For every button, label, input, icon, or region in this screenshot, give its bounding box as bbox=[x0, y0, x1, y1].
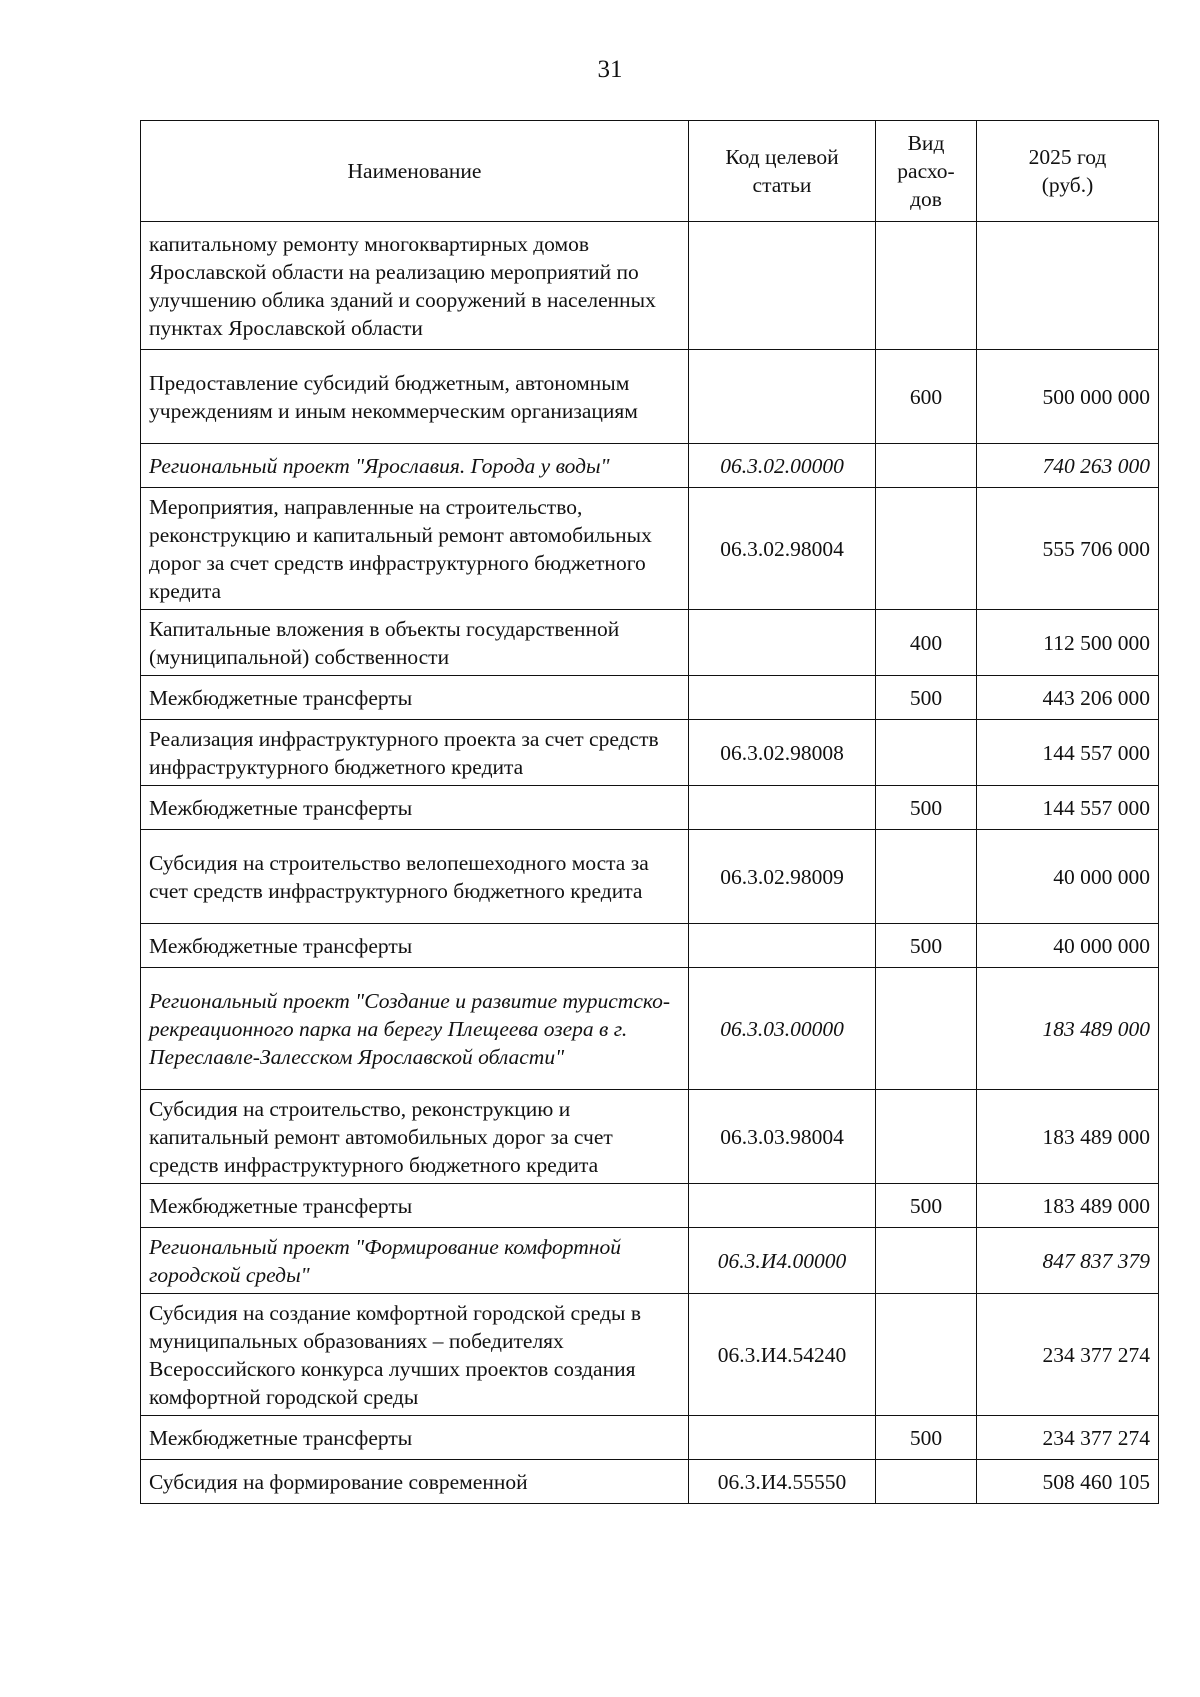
table-body bbox=[141, 222, 1159, 1504]
table-row bbox=[141, 350, 1159, 444]
cell-code: 06.3.02.98008 bbox=[689, 720, 876, 786]
table-row bbox=[141, 1416, 1159, 1460]
cell-kind bbox=[876, 830, 977, 924]
table-row bbox=[141, 1090, 1159, 1184]
table-row bbox=[141, 720, 1159, 786]
table-row bbox=[141, 1184, 1159, 1228]
cell-amount: 234 377 274 bbox=[977, 1416, 1159, 1460]
cell-amount: 183 489 000 bbox=[977, 1090, 1159, 1184]
table-row bbox=[141, 222, 1159, 350]
cell-name: Межбюджетные трансферты bbox=[141, 1416, 689, 1460]
cell-code: 06.3.03.98004 bbox=[689, 1090, 876, 1184]
table-row-project bbox=[141, 444, 1159, 488]
cell-name: Межбюджетные трансферты bbox=[141, 924, 689, 968]
cell-name: Субсидия на формирование современной bbox=[141, 1460, 689, 1504]
cell-code bbox=[689, 222, 876, 350]
cell-amount: 555 706 000 bbox=[977, 488, 1159, 610]
cell-code bbox=[689, 786, 876, 830]
cell-name: Межбюджетные трансферты bbox=[141, 786, 689, 830]
cell-name: Предоставление субсидий бюджетным, автономным учреждениям и иным некоммерческим организациям bbox=[141, 350, 689, 444]
cell-kind: 500 bbox=[876, 1184, 977, 1228]
cell-amount: 144 557 000 bbox=[977, 786, 1159, 830]
page-number: 31 bbox=[597, 56, 623, 83]
header-code: Код целевой статьи bbox=[689, 121, 876, 222]
cell-kind bbox=[876, 1090, 977, 1184]
cell-amount: 40 000 000 bbox=[977, 924, 1159, 968]
cell-kind: 600 bbox=[876, 350, 977, 444]
cell-name: Региональный проект "Создание и развитие туристско-рекреационного парка на берегу Плещеева озера в г. Переславле-Залесском Ярославской области" bbox=[141, 968, 689, 1090]
table-row-project bbox=[141, 968, 1159, 1090]
cell-code: 06.3.И4.54240 bbox=[689, 1294, 876, 1416]
table-row bbox=[141, 924, 1159, 968]
cell-name: Субсидия на строительство, реконструкцию и капитальный ремонт автомобильных дорог за счет средств инфраструктурного бюджетного кредита bbox=[141, 1090, 689, 1184]
cell-code: 06.3.03.00000 bbox=[689, 968, 876, 1090]
cell-kind: 400 bbox=[876, 610, 977, 676]
cell-kind bbox=[876, 1460, 977, 1504]
header-name: Наименование bbox=[141, 121, 689, 222]
cell-kind bbox=[876, 720, 977, 786]
cell-kind: 500 bbox=[876, 924, 977, 968]
cell-amount: 500 000 000 bbox=[977, 350, 1159, 444]
cell-amount: 183 489 000 bbox=[977, 1184, 1159, 1228]
cell-name: Субсидия на строительство велопешеходного моста за счет средств инфраструктурного бюджетного кредита bbox=[141, 830, 689, 924]
header-amount: 2025 год (руб.) bbox=[977, 121, 1159, 222]
cell-kind bbox=[876, 222, 977, 350]
cell-amount: 183 489 000 bbox=[977, 968, 1159, 1090]
cell-code: 06.3.И4.00000 bbox=[689, 1228, 876, 1294]
cell-code bbox=[689, 1416, 876, 1460]
cell-kind: 500 bbox=[876, 786, 977, 830]
cell-amount bbox=[977, 222, 1159, 350]
cell-kind: 500 bbox=[876, 1416, 977, 1460]
cell-amount: 234 377 274 bbox=[977, 1294, 1159, 1416]
cell-kind bbox=[876, 444, 977, 488]
cell-amount: 40 000 000 bbox=[977, 830, 1159, 924]
table-row bbox=[141, 786, 1159, 830]
cell-name: Региональный проект "Ярославия. Города у воды" bbox=[141, 444, 689, 488]
table-row-project bbox=[141, 1228, 1159, 1294]
cell-name: капитальному ремонту многоквартирных домов Ярославской области на реализацию мероприятий по улучшению облика зданий и сооружений в населенных пунктах Ярославской области bbox=[141, 222, 689, 350]
cell-amount: 144 557 000 bbox=[977, 720, 1159, 786]
cell-code bbox=[689, 924, 876, 968]
budget-table bbox=[140, 120, 1159, 1504]
cell-name: Субсидия на создание комфортной городской среды в муниципальных образованиях – победителях Всероссийского конкурса лучших проектов создания комфортной городской среды bbox=[141, 1294, 689, 1416]
cell-kind bbox=[876, 1228, 977, 1294]
cell-name: Региональный проект "Формирование комфортной городской среды" bbox=[141, 1228, 689, 1294]
table-row bbox=[141, 830, 1159, 924]
table-row bbox=[141, 610, 1159, 676]
cell-code bbox=[689, 610, 876, 676]
cell-code: 06.3.02.00000 bbox=[689, 444, 876, 488]
cell-amount: 847 837 379 bbox=[977, 1228, 1159, 1294]
cell-name: Реализация инфраструктурного проекта за счет средств инфраструктурного бюджетного кредита bbox=[141, 720, 689, 786]
cell-kind bbox=[876, 968, 977, 1090]
table-row bbox=[141, 1294, 1159, 1416]
cell-kind bbox=[876, 488, 977, 610]
cell-name: Межбюджетные трансферты bbox=[141, 676, 689, 720]
cell-kind: 500 bbox=[876, 676, 977, 720]
cell-code: 06.3.И4.55550 bbox=[689, 1460, 876, 1504]
header-kind: Вид расхо-дов bbox=[876, 121, 977, 222]
cell-code: 06.3.02.98004 bbox=[689, 488, 876, 610]
cell-name: Межбюджетные трансферты bbox=[141, 1184, 689, 1228]
table-row bbox=[141, 676, 1159, 720]
cell-code bbox=[689, 350, 876, 444]
cell-code: 06.3.02.98009 bbox=[689, 830, 876, 924]
table-header-row bbox=[141, 121, 1159, 222]
cell-code bbox=[689, 1184, 876, 1228]
cell-name: Капитальные вложения в объекты государственной (муниципальной) собственности bbox=[141, 610, 689, 676]
cell-name: Мероприятия, направленные на строительство, реконструкцию и капитальный ремонт автомобильных дорог за счет средств инфраструктурного бюджетного кредита bbox=[141, 488, 689, 610]
cell-code bbox=[689, 676, 876, 720]
table-row bbox=[141, 488, 1159, 610]
cell-kind bbox=[876, 1294, 977, 1416]
cell-amount: 443 206 000 bbox=[977, 676, 1159, 720]
cell-amount: 112 500 000 bbox=[977, 610, 1159, 676]
cell-amount: 508 460 105 bbox=[977, 1460, 1159, 1504]
cell-amount: 740 263 000 bbox=[977, 444, 1159, 488]
table-row bbox=[141, 1460, 1159, 1504]
